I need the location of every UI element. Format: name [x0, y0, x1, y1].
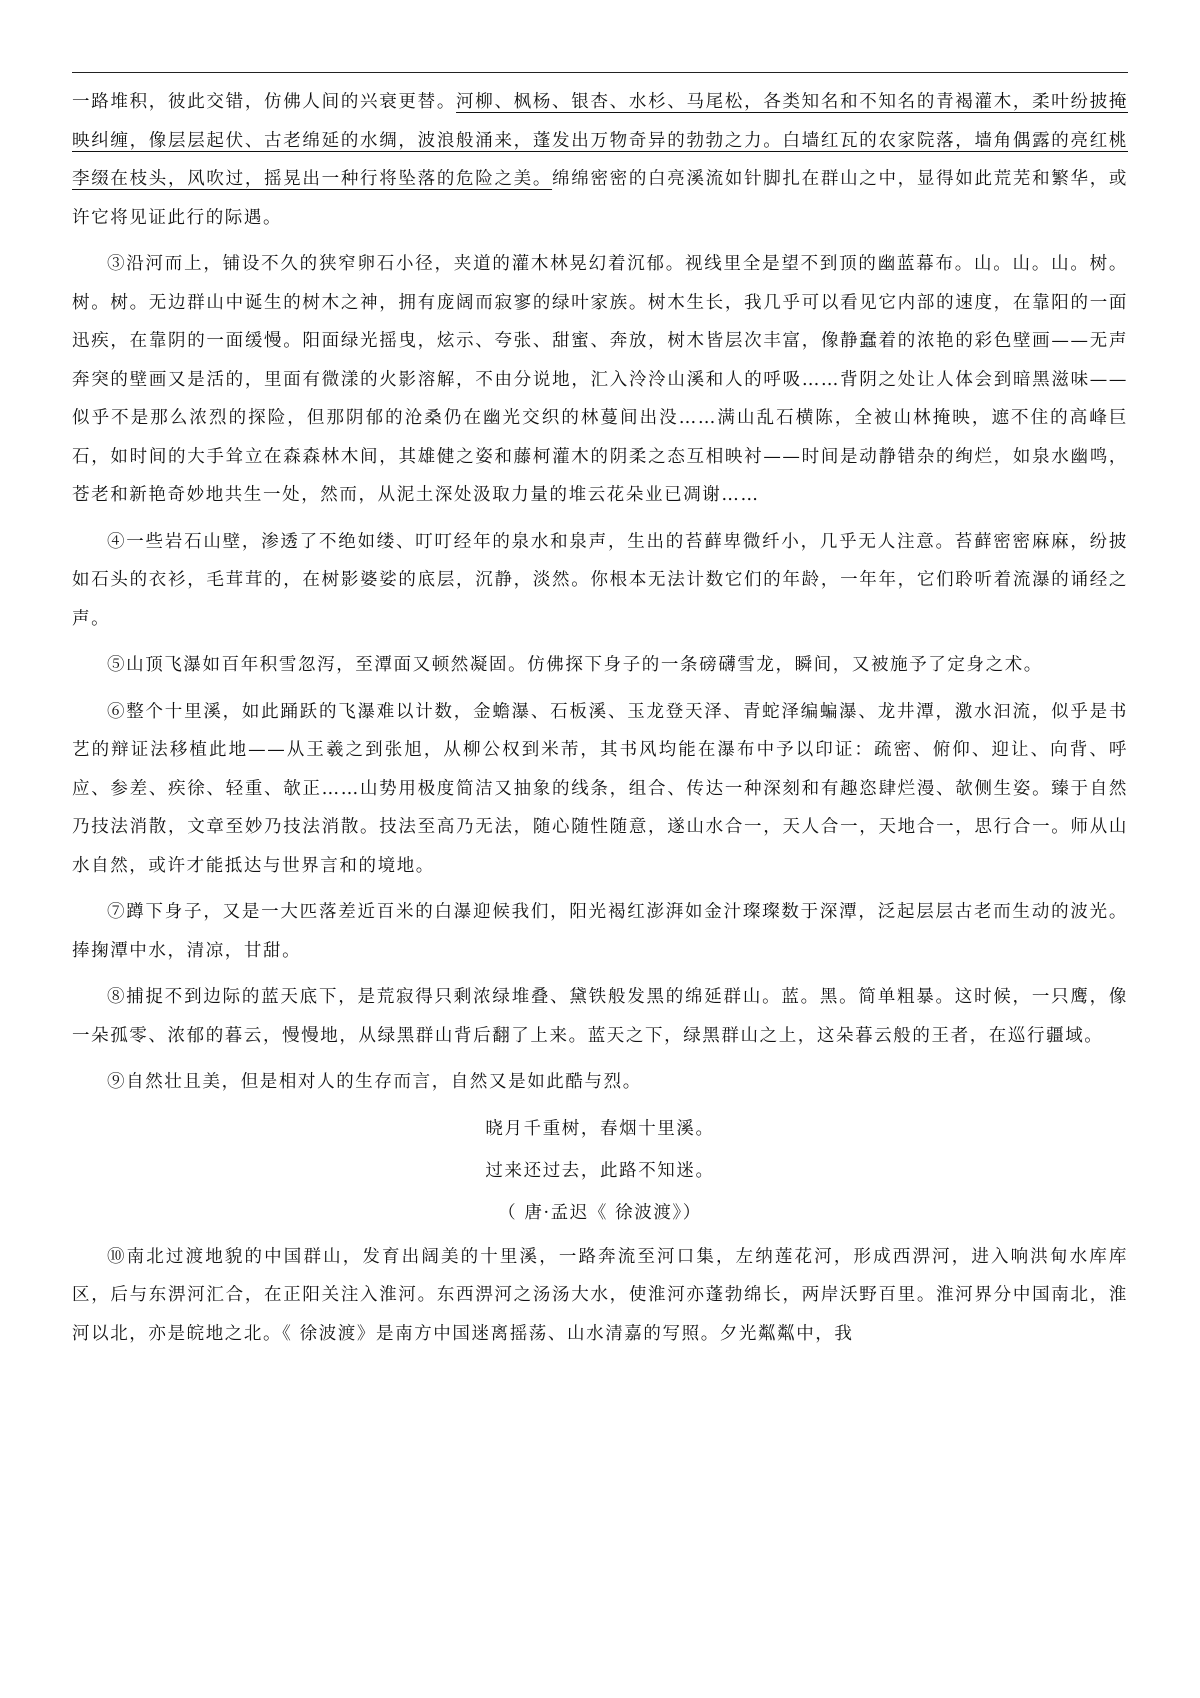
document-page	[72, 72, 1128, 1672]
poem-line-2: 过来还过去，此路不知迷。	[485, 1160, 715, 1181]
paragraph-3: ③沿河而上，铺设不久的狭窄卵石小径，夹道的灌木林晃幻着沉郁。视线里全是望不到顶的幽蓝幕布。山。山。山。树。树。树。无边群山中诞生的树木之神，拥有庞阔而寂寥的绿叶家族。树木生长，我几乎可以看见它内部的速度，在靠阳的一面迅疾，在靠阴的一面缓慢。阳面绿光摇曳，炫示、夸张、甜蜜、奔放，树木皆层次丰富，像静蠢着的浓艳的彩色壁画——无声奔突的壁画又是活的，里面有微漾的火影溶解，不由分说地，汇入泠泠山溪和人的呼吸……背阴之处让人体会到暗黑滋味——似乎不是那么浓烈的探险，但那阴郁的沧桑仍在幽光交织的林蔓间出没……满山乱石横陈，全被山林掩映，遮不住的高峰巨石，如时间的大手耸立在森森林木间，其雄健之姿和藤柯灌木的阴柔之态互相映衬——时间是动静错杂的绚烂，如泉水幽鸣，苍老和新艳奇妙地共生一处，然而，从泥土深处汲取力量的堆云花朵业已凋谢……	[72, 254, 1128, 505]
paragraph-4: ④一些岩石山壁，渗透了不绝如缕、叮叮经年的泉水和泉声，生出的苔藓卑微纤小，几乎无人注意。苔藓密密麻麻，纷披如石头的衣衫，毛茸茸的，在树影婆娑的底层，沉静，淡然。你根本无法计数它们的年龄，一年年，它们聆听着流瀑的诵经之声。	[72, 531, 1128, 629]
header-rule	[72, 72, 1128, 73]
paragraph-6: ⑥整个十里溪，如此踊跃的飞瀑难以计数，金蟾瀑、石板溪、玉龙登天泽、青蛇泽编蝙瀑、龙井潭，激水汩流，似乎是书艺的辩证法移植此地——从王羲之到张旭，从柳公权到米芾，其书风均能在瀑布中予以印证：疏密、俯仰、迎让、向背、呼应、参差、疾徐、轻重、欹正……山势用极度简洁又抽象的线条，组合、传达一种深刻和有趣恣肆烂漫、欹侧生姿。臻于自然乃技法消散，文章至妙乃技法消散。技法至高乃无法，随心随性随意，遂山水合一，天人合一，天地合一，思行合一。师从山水自然，或许才能抵达与世界言和的境地。	[72, 701, 1128, 876]
paragraph-continuation	[72, 83, 1128, 237]
paragraph-lead-text: 一路堆积，彼此交错，仿佛人间的兴衰更替。	[72, 92, 457, 112]
paragraph-7: ⑦蹲下身子，又是一大匹落差近百米的白瀑迎候我们，阳光褐红澎湃如金汁璨璨数于深潭，泛起层层古老而生动的波光。捧掬潭中水，清凉，甘甜。	[72, 902, 1128, 961]
paragraph-8: ⑧捕捉不到边际的蓝天底下，是荒寂得只剩浓绿堆叠、黛铁般发黑的绵延群山。蓝。黑。简单粗暴。这时候，一只鹰，像一朵孤零、浓郁的暮云，慢慢地，从绿黑群山背后翻了上来。蓝天之下，绿黑群山之上，这朵暮云般的王者，在巡行疆域。	[72, 987, 1128, 1046]
paragraph-9: ⑨自然壮且美，但是相对人的生存而言，自然又是如此酷与烈。	[107, 1072, 642, 1092]
paragraph-tail-text: 绵绵密密的白亮溪流如针脚扎在群山之中，显得如此荒芜和繁华，或许它将见证此行的际遇。	[72, 169, 1128, 228]
poem-credit: （ 唐·孟迟《 徐波渡》）	[498, 1202, 702, 1223]
paragraph-5: ⑤山顶飞瀑如百年积雪忽泻，至潭面又顿然凝固。仿佛探下身子的一条磅礴雪龙，瞬间，又被施予了定身之术。	[107, 655, 1043, 675]
poem-line-1: 晓月千重树，春烟十里溪。	[485, 1118, 715, 1139]
paragraph-10: ⑩南北过渡地貌的中国群山，发育出阔美的十里溪，一路奔流至河口集，左纳莲花河，形成西淠河，进入响洪甸水库库区，后与东淠河汇合，在正阳关注入淮河。东西淠河之汤汤大水，使淮河亦蓬勃绵长，两岸沃野百里。淮河界分中国南北，淮河以北，亦是皖地之北。《 徐波渡》是南方中国迷离摇荡、山水清嘉的写照。夕光粼粼中，我	[72, 1246, 1128, 1344]
underlined-passage: 河柳、枫杨、银杏、水杉、马尾松，各类知名和不知名的青褐灌木，柔叶纷披掩映纠缠，像层层起伏、古老绵延的水绸，波浪般涌来，蓬发出万物奇异的勃勃之力。白墙红瓦的农家院落，墙角偶露的亮红桃李缀在枝头，风吹过，摇晃出一种行将坠落的危险之美。	[72, 92, 1128, 189]
